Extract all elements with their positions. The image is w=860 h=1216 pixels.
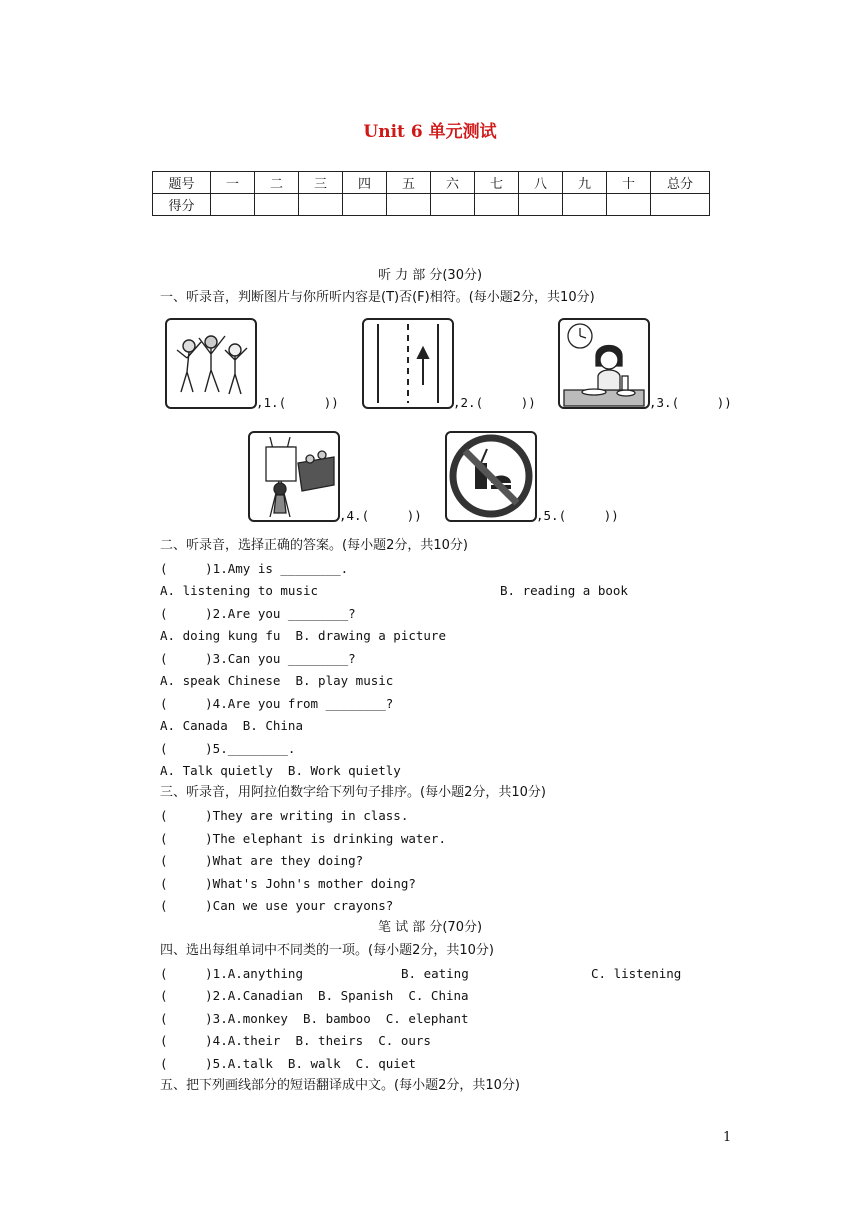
option-b: B. reading a book — [500, 583, 628, 598]
sentence-line: ( )What's John's mother doing? — [160, 876, 416, 891]
listening-section-header: 听 力 部 分(30分) — [377, 268, 483, 283]
question-line: ( )2.Are you ________? — [160, 606, 356, 621]
question-line: ( )1.A.anything — [160, 966, 303, 981]
section-1-heading: 一、听录音，判断图片与你所听内容是(T)否(F)相符。(每小题2分，共10分) — [160, 290, 595, 305]
table-cell: 三 — [299, 172, 343, 194]
no-food-sign-picture — [445, 431, 537, 522]
drawing-picture — [248, 431, 340, 522]
sentence-line: ( )The elephant is drinking water. — [160, 831, 446, 846]
table-cell: 十 — [607, 172, 651, 194]
score-cell[interactable] — [651, 194, 710, 216]
score-table-header-row — [153, 172, 710, 194]
section-5-heading: 五、把下列画线部分的短语翻译成中文。(每小题2分，共10分) — [160, 1078, 520, 1093]
one-way-road-picture — [362, 318, 454, 409]
options-line: A. Talk quietly B. Work quietly — [160, 763, 401, 778]
score-cell[interactable] — [563, 194, 607, 216]
score-cell[interactable] — [343, 194, 387, 216]
table-cell: 二 — [255, 172, 299, 194]
sentence-line: ( )They are writing in class. — [160, 808, 409, 823]
score-cell[interactable] — [607, 194, 651, 216]
score-table-score-row — [153, 194, 710, 216]
score-table — [152, 171, 710, 216]
option-a: A. listening to music — [160, 583, 319, 598]
exercise-picture — [165, 318, 257, 409]
eating-picture — [558, 318, 650, 409]
table-cell: 一 — [211, 172, 255, 194]
table-cell: 题号 — [153, 172, 211, 194]
section-3-heading: 三、听录音，用阿拉伯数字给下列句子排序。(每小题2分，共10分) — [160, 785, 546, 800]
table-cell: 五 — [387, 172, 431, 194]
question-line: ( )4.A.their B. theirs C. ours — [160, 1033, 431, 1048]
options-line: A. doing kung fu B. drawing a picture — [160, 628, 446, 643]
score-cell[interactable] — [431, 194, 475, 216]
question-5-blank[interactable]: ,5.( )) — [536, 508, 619, 523]
writing-section-header: 笔 试 部 分(70分) — [377, 920, 483, 935]
question-line: ( )3.Can you ________? — [160, 651, 356, 666]
score-cell[interactable] — [387, 194, 431, 216]
sentence-line: ( )What are they doing? — [160, 853, 364, 868]
table-cell: 七 — [475, 172, 519, 194]
score-cell[interactable] — [519, 194, 563, 216]
page-title: Unit 6 单元测试 — [363, 122, 497, 142]
question-1-blank[interactable]: ,1.( )) — [256, 395, 339, 410]
question-line: ( )4.Are you from ________? — [160, 696, 394, 711]
table-cell: 九 — [563, 172, 607, 194]
score-cell[interactable] — [211, 194, 255, 216]
question-line: ( )2.A.Canadian B. Spanish C. China — [160, 988, 469, 1003]
option-c: C. listening — [591, 966, 682, 981]
question-line: ( )1.Amy is ________. — [160, 561, 349, 576]
question-2-blank[interactable]: ,2.( )) — [453, 395, 536, 410]
option-b: B. eating — [401, 966, 469, 981]
options-line: A. speak Chinese B. play music — [160, 673, 394, 688]
table-cell: 六 — [431, 172, 475, 194]
question-line: ( )3.A.monkey B. bamboo C. elephant — [160, 1011, 469, 1026]
question-4-blank[interactable]: ,4.( )) — [339, 508, 422, 523]
sentence-line: ( )Can we use your crayons? — [160, 898, 394, 913]
question-3-blank[interactable]: ,3.( )) — [649, 395, 732, 410]
table-cell: 四 — [343, 172, 387, 194]
table-cell: 得分 — [153, 194, 211, 216]
options-line: A. Canada B. China — [160, 718, 303, 733]
table-cell: 总分 — [651, 172, 710, 194]
section-4-heading: 四、选出每组单词中不同类的一项。(每小题2分，共10分) — [160, 943, 494, 958]
question-line: ( )5.________. — [160, 741, 296, 756]
table-cell: 八 — [519, 172, 563, 194]
page-number: 1 — [723, 1130, 732, 1145]
question-line: ( )5.A.talk B. walk C. quiet — [160, 1056, 416, 1071]
section-2-heading: 二、听录音，选择正确的答案。(每小题2分，共10分) — [160, 538, 468, 553]
score-cell[interactable] — [255, 194, 299, 216]
score-cell[interactable] — [299, 194, 343, 216]
score-cell[interactable] — [475, 194, 519, 216]
